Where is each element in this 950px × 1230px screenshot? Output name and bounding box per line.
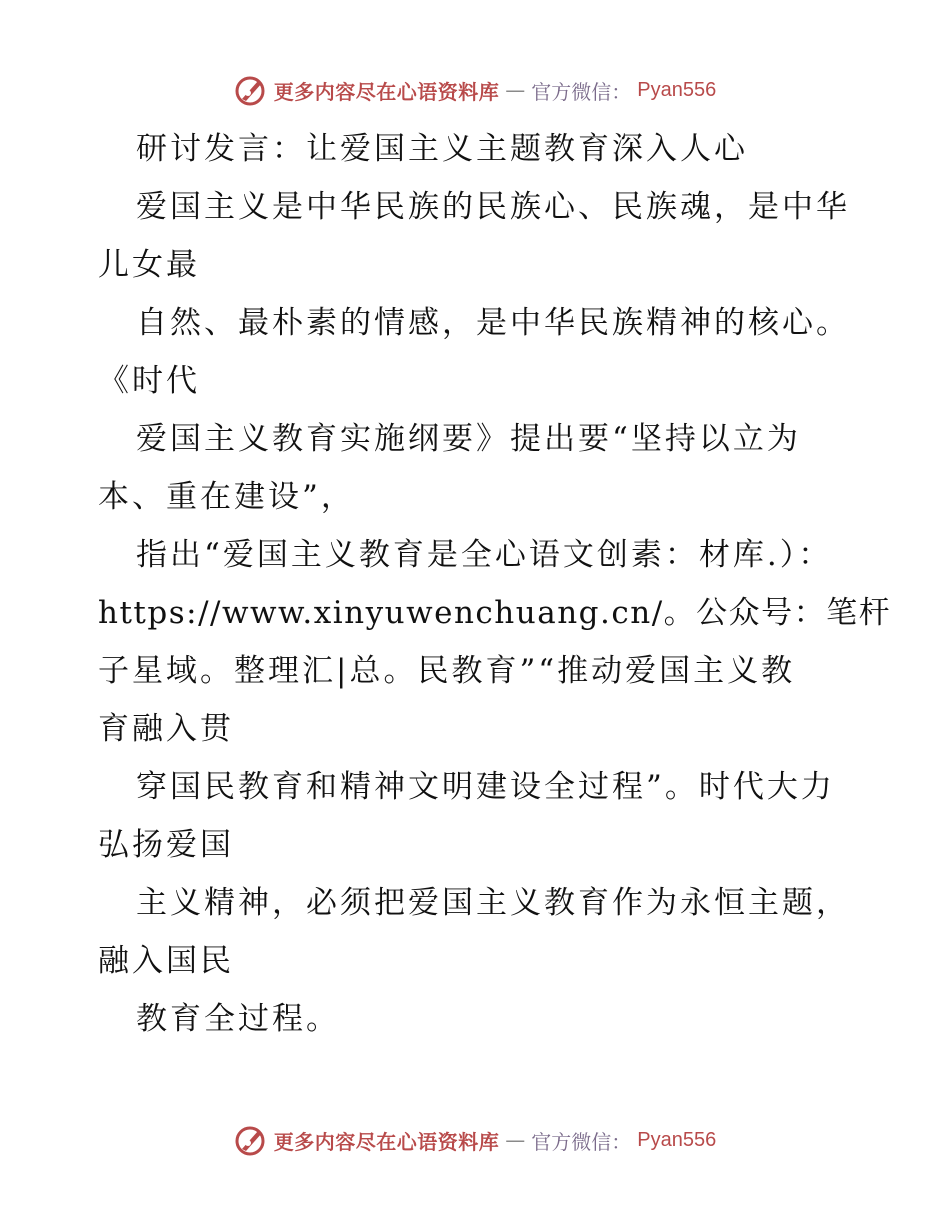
paragraph-line: 爱国主义是中华民族的民族心、民族魂，是中华 [136, 189, 850, 225]
banner-wechat-id: Pyan556 [637, 78, 717, 101]
document-body [98, 120, 892, 1048]
paragraph-line: 穿国民教育和精神文明建设全过程”。时代大力 [136, 769, 835, 805]
paragraph-line: 教育全过程。 [136, 1001, 340, 1037]
footer-banner [0, 1120, 950, 1160]
banner-wechat-label: 官方微信： [531, 79, 632, 104]
pen-logo-icon [234, 1123, 268, 1157]
banner-separator: — [505, 1128, 526, 1152]
header-banner [0, 70, 950, 110]
paragraph-line: 本、重在建设”， [98, 479, 355, 515]
paragraph-line: 弘扬爱国 [98, 827, 234, 863]
paragraph-line: 主义精神，必须把爱国主义教育作为永恒主题， [136, 885, 850, 921]
paragraph-line: 儿女最 [98, 247, 200, 283]
pen-logo-icon [234, 73, 268, 107]
banner-wechat-label: 官方微信： [531, 1129, 632, 1154]
paragraph-line: 子星域。整理汇|总。民教育”“推动爱国主义教 [98, 653, 796, 689]
banner-text: 更多内容尽在心语资料库 [273, 79, 500, 104]
banner-wechat-id: Pyan556 [637, 1128, 717, 1151]
paragraph-line: 自然、最朴素的情感，是中华民族精神的核心。 [136, 305, 850, 341]
paragraph-line: 融入国民 [98, 943, 234, 979]
paragraph-line: 育融入贯 [98, 711, 234, 747]
banner-text: 更多内容尽在心语资料库 [273, 1129, 500, 1154]
paragraph-line: 爱国主义教育实施纲要》提出要“坚持以立为 [136, 421, 801, 457]
banner-separator: — [505, 78, 526, 102]
document-title: 研讨发言：让爱国主义主题教育深入人心 [136, 131, 748, 167]
paragraph-line: 指出“爱国主义教育是全心语文创素：材库.）： [136, 537, 833, 573]
paragraph-line: 《时代 [98, 363, 200, 399]
paragraph-line: https://www.xinyuwenchuang.cn/。公众号：笔杆 [98, 595, 892, 631]
